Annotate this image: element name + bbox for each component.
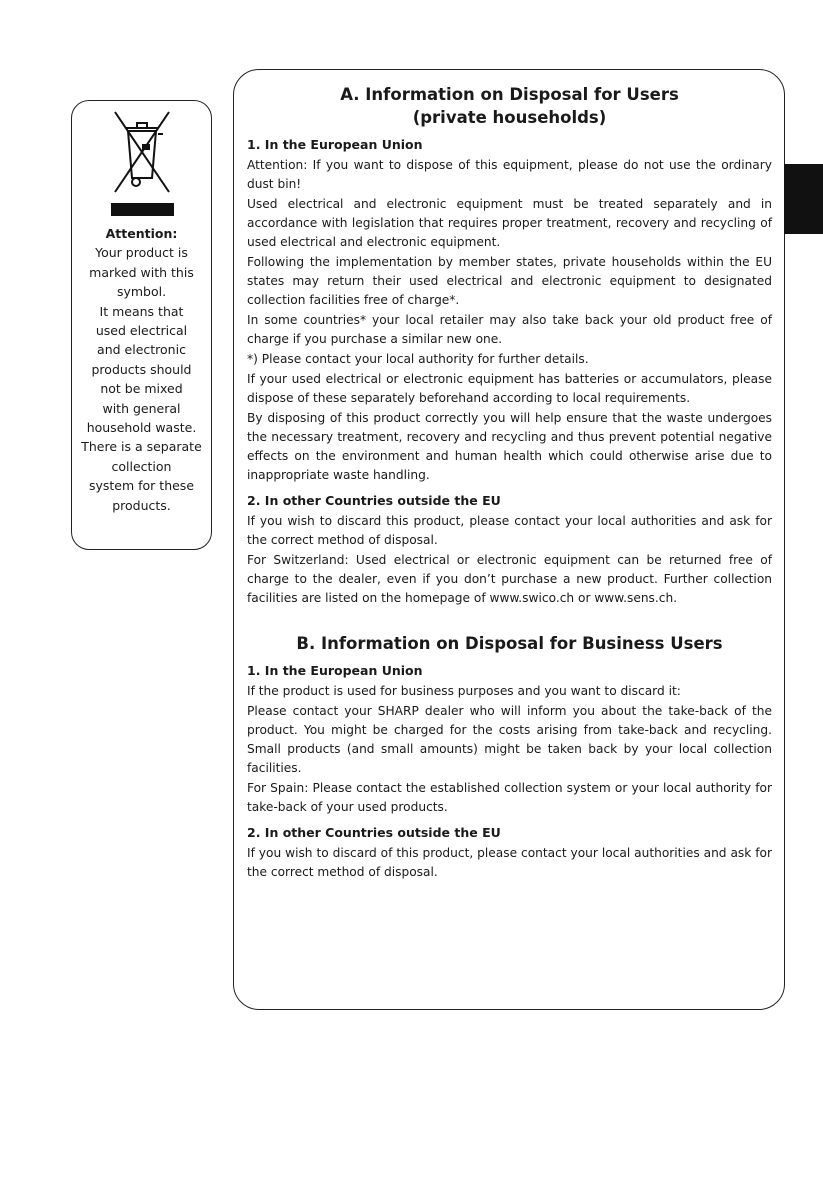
crossed-out-wheelie-bin-icon	[109, 106, 175, 198]
attention-title: Attention:	[105, 226, 178, 241]
section-b-title: B. Information on Disposal for Business Users	[296, 634, 723, 653]
paragraph: If you wish to discard this product, please contact your local authorities and ask for the correct method of disposal.	[247, 514, 772, 547]
attention-line: not be mixed	[100, 381, 183, 397]
paragraph: Used electrical and electronic equipment must be treated separately and in accordance with legislation that requires proper treatment, recovery and recycling of used electrical and electronic equipment.	[247, 197, 772, 249]
section-a-subheading-eu: 1. In the European Union	[247, 137, 423, 152]
paragraph: For Switzerland: Used electrical or electronic equipment can be returned free of charge to the dealer, even if you don’t purchase a new product. Further collection facilities are listed on the homepage of www.swico.ch or www.sens.ch.	[247, 553, 772, 605]
paragraph: Attention: If you want to dispose of this equipment, please do not use the ordinary dust bin!	[247, 158, 772, 191]
paragraph: Please contact your SHARP dealer who will inform you about the take-back of the product. You might be charged for the costs arising from take-back and recycling. Small products (and small amounts) might be taken back by your local collection facilities.	[247, 704, 772, 775]
attention-line: symbol.	[116, 284, 167, 300]
attention-line: There is a separate	[81, 439, 202, 455]
attention-line: with general	[102, 400, 181, 416]
paragraph: If you wish to discard of this product, please contact your local authorities and ask for the correct method of disposal.	[247, 846, 772, 879]
attention-line: It means that	[99, 303, 184, 319]
section-b-subheading-non-eu: 2. In other Countries outside the EU	[247, 825, 501, 840]
paragraph: *) Please contact your local authority for further details.	[247, 352, 589, 366]
attention-line: household waste.	[86, 420, 197, 436]
section-a-title-line1: A. Information on Disposal for Users	[340, 85, 679, 104]
attention-line: products.	[112, 497, 171, 513]
page-edge-tab	[784, 164, 823, 234]
section-b-subheading-eu: 1. In the European Union	[247, 663, 423, 678]
paragraph: By disposing of this product correctly you will help ensure that the waste undergoes the necessary treatment, recovery and recycling and thus prevent potential negative effects on the environment and human health which could otherwise arise due to inappropriate waste handling.	[247, 411, 772, 482]
attention-sidebar	[71, 100, 212, 550]
disposal-info-box	[233, 69, 785, 1010]
attention-text	[72, 224, 211, 515]
attention-line: system for these	[88, 478, 195, 494]
paragraph: In some countries* your local retailer may also take back your old product free of charge if you purchase a similar new one.	[247, 313, 772, 346]
paragraph: For Spain: Please contact the established collection system or your local authority for take-back of your used products.	[247, 781, 772, 814]
paragraph: Following the implementation by member states, private households within the EU states may return their used electrical and electronic equipment to designated collection facilities free of charge*.	[247, 255, 772, 307]
attention-line: and electronic	[97, 342, 186, 358]
attention-line: collection	[111, 458, 172, 474]
attention-line: marked with this	[89, 264, 194, 280]
attention-line: products should	[91, 361, 192, 377]
attention-line: Your product is	[95, 245, 188, 261]
paragraph: If the product is used for business purposes and you want to discard it:	[247, 684, 681, 698]
black-bar	[111, 203, 174, 216]
section-a-subheading-non-eu: 2. In other Countries outside the EU	[247, 493, 501, 508]
paragraph: If your used electrical or electronic equipment has batteries or accumulators, please dispose of these separately beforehand according to local requirements.	[247, 372, 772, 405]
section-a-title-line2: (private households)	[412, 108, 607, 127]
attention-line: used electrical	[95, 323, 188, 339]
section-a-title	[247, 83, 772, 129]
